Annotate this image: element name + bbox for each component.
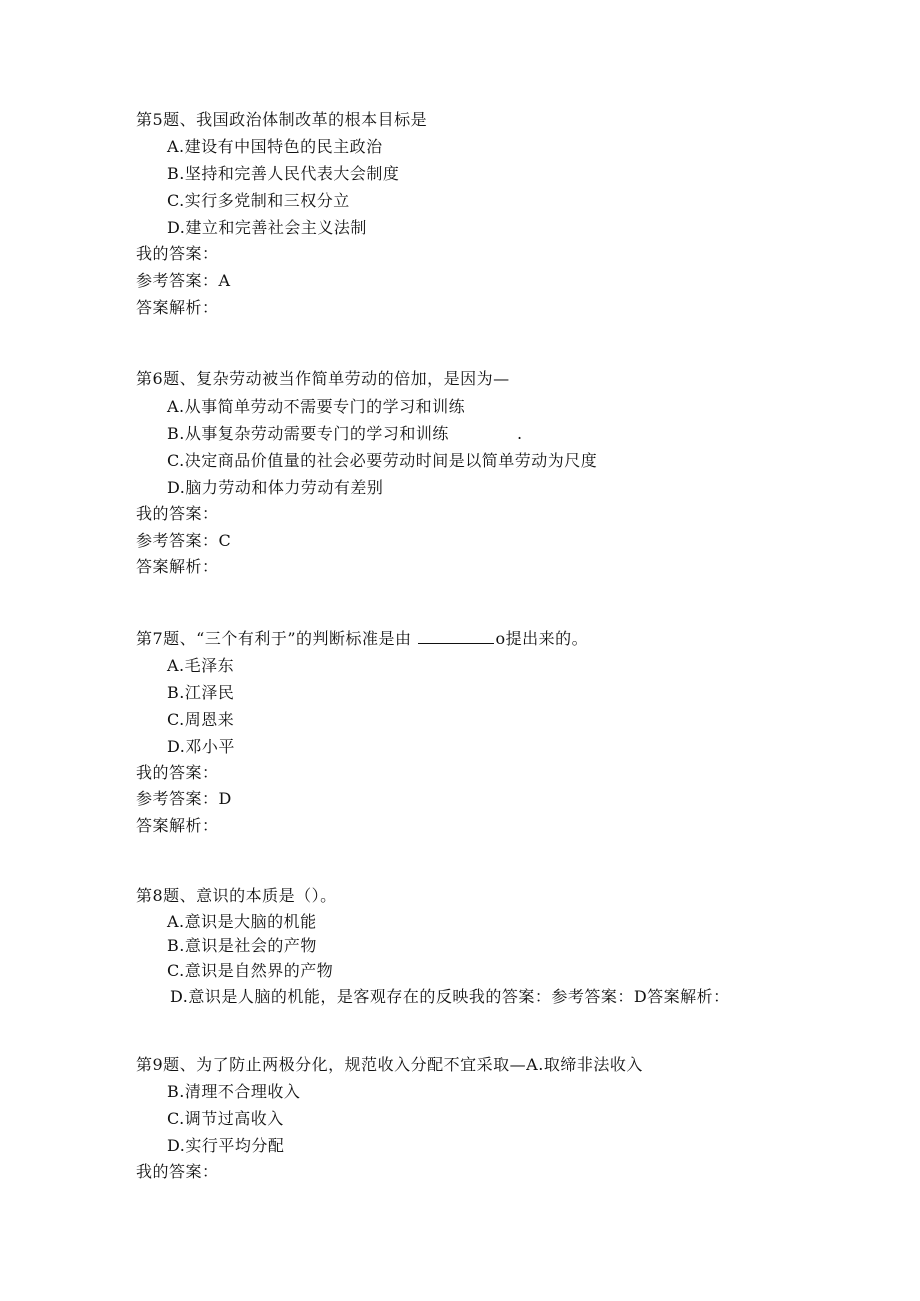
question-5-my-answer: 我的答案： <box>136 244 219 263</box>
question-7-title-after: o提出来的。 <box>495 629 589 648</box>
question-6-option-a: A.从事简单劳动不需要专门的学习和训练 <box>167 397 466 416</box>
question-6-reference-answer: 参考答案：C <box>136 531 232 550</box>
fill-in-blank <box>418 629 494 644</box>
question-8-option-c: C.意识是自然界的产物 <box>167 961 334 980</box>
question-6-option-b-mark: . <box>517 424 523 443</box>
question-5-reference-answer: 参考答案：A <box>136 271 231 290</box>
question-6-option-d: D.脑力劳动和体力劳动有差别 <box>167 478 384 497</box>
question-8-title: 第8题、意识的本质是（）。 <box>136 886 337 905</box>
question-6-title: 第6题、复杂劳动被当作简单劳动的倍加，是因为— <box>136 369 510 388</box>
question-9-option-b: B.清理不合理收入 <box>167 1082 301 1101</box>
question-9-option-c: C.调节过高收入 <box>167 1109 284 1128</box>
question-7-my-answer: 我的答案： <box>136 763 219 782</box>
question-9-option-d: D.实行平均分配 <box>167 1136 285 1155</box>
question-6-analysis: 答案解析： <box>136 557 219 576</box>
question-5-option-c: C.实行多党制和三权分立 <box>167 191 350 210</box>
question-7-title-before: 第7题、“三个有利于”的判断标准是由 <box>136 629 412 648</box>
question-7-title <box>136 628 588 650</box>
question-6-option-b: B.从事复杂劳动需要专门的学习和训练 <box>167 424 449 443</box>
question-8-option-b: B.意识是社会的产物 <box>167 936 317 955</box>
question-5-option-a: A.建设有中国特色的民主政治 <box>167 137 383 156</box>
question-8-option-d: D.意识是人脑的机能，是客观存在的反映我的答案：参考答案：D答案解析： <box>170 987 730 1006</box>
question-5-option-b: B.坚持和完善人民代表大会制度 <box>167 164 400 183</box>
question-7-option-d: D.邓小平 <box>167 737 235 756</box>
question-9-title: 第9题、为了防止两极分化，规范收入分配不宜采取—A.取缔非法收入 <box>136 1055 643 1074</box>
question-6-option-c: C.决定商品价值量的社会必要劳动时间是以简单劳动为尺度 <box>167 451 598 470</box>
question-7-option-a: A.毛泽东 <box>167 656 235 675</box>
question-7-reference-answer: 参考答案：D <box>136 789 232 808</box>
question-8-option-a: A.意识是大脑的机能 <box>167 912 317 931</box>
question-9-my-answer: 我的答案： <box>136 1162 219 1181</box>
question-5-analysis: 答案解析： <box>136 298 219 317</box>
question-7-option-b: B.江泽民 <box>167 683 235 702</box>
question-6-my-answer: 我的答案： <box>136 504 219 523</box>
question-7-analysis: 答案解析： <box>136 816 219 835</box>
question-5-title: 第5题、我国政治体制改革的根本目标是 <box>136 110 428 129</box>
question-5-option-d: D.建立和完善社会主义法制 <box>167 218 367 237</box>
question-7-option-c: C.周恩来 <box>167 710 235 729</box>
